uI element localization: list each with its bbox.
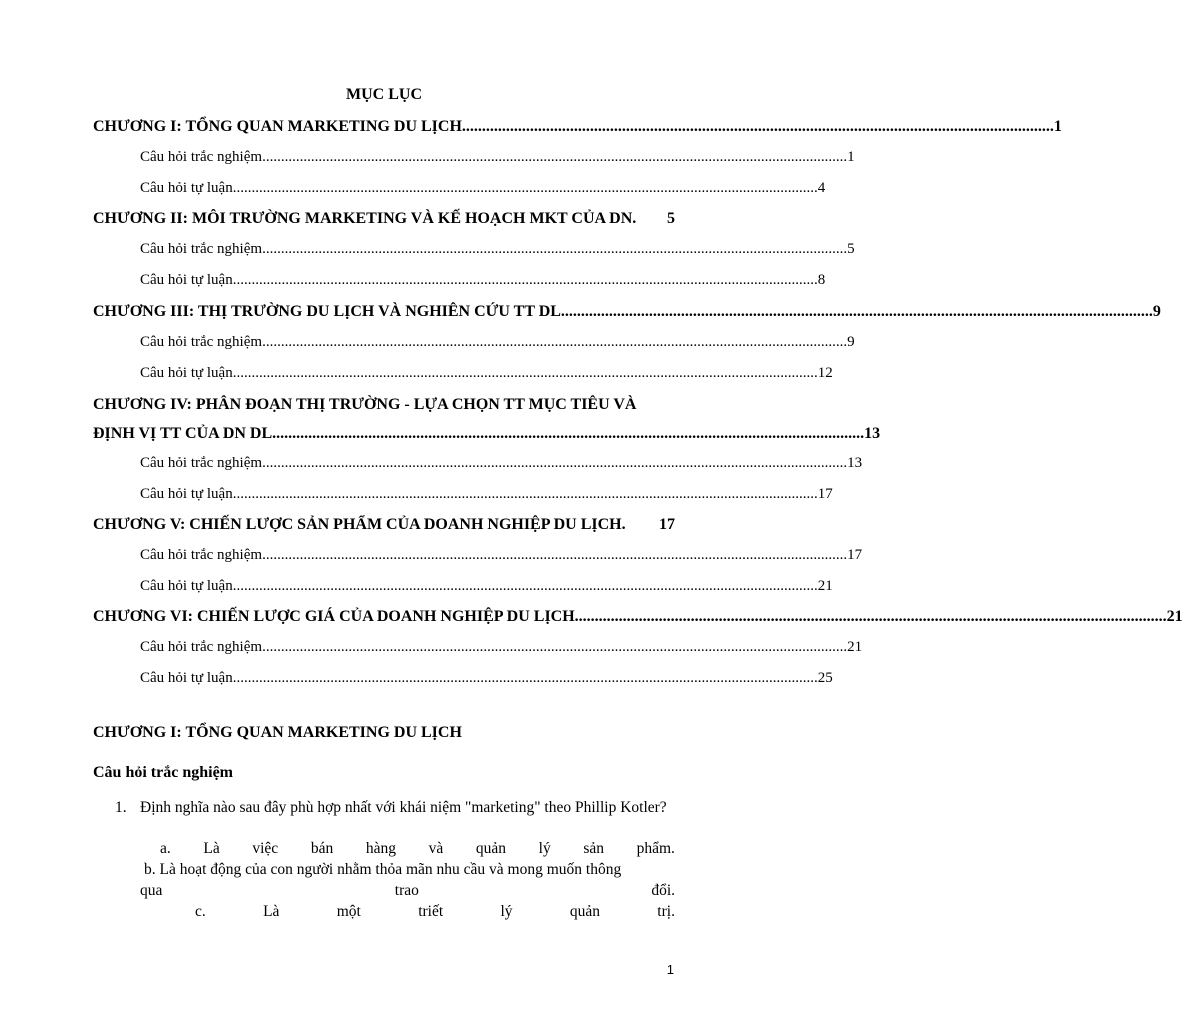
option-b-line1: b. Là hoạt động của con người nhằm thỏa mãn nhu cầu và mong muốn thông bbox=[144, 861, 622, 878]
toc-entry-ch2-essay[interactable] bbox=[140, 272, 826, 294]
toc-entry-page: 1 bbox=[1053, 118, 1062, 135]
toc-entry-label: Câu hỏi trắc nghiệm bbox=[140, 547, 263, 563]
toc-entry-page: 21 bbox=[817, 578, 833, 594]
toc-entry-label: Câu hỏi trắc nghiệm bbox=[140, 455, 263, 471]
toc-entry-page: 12 bbox=[817, 365, 833, 381]
toc-dot-leader: ............................................................................................................................................................ bbox=[262, 334, 848, 350]
toc-entry-page: 5 bbox=[847, 241, 855, 257]
toc-entry-label: CHƯƠNG III: THỊ TRƯỜNG DU LỊCH VÀ NGHIÊN CỨU TT DL bbox=[93, 303, 561, 320]
toc-entry-chapter-2[interactable] bbox=[93, 210, 675, 232]
toc-entry-label: Câu hỏi trắc nghiệm bbox=[140, 149, 263, 165]
toc-dot-leader: .................................................................................................................................................... bbox=[560, 303, 1153, 320]
question-text: Định nghĩa nào sau đây phù hợp nhất với khái niệm "marketing" theo Phillip Kotler? bbox=[140, 799, 667, 816]
toc-entry-chapter-1[interactable] bbox=[93, 118, 1062, 140]
toc-entry-label: CHƯƠNG I: TỔNG QUAN MARKETING DU LỊCH bbox=[93, 118, 462, 135]
toc-entry-page: 9 bbox=[1152, 303, 1161, 320]
option-word: việc bbox=[252, 840, 279, 857]
section-heading: Câu hỏi trắc nghiệm bbox=[93, 764, 233, 781]
toc-entry-chapter-6[interactable] bbox=[93, 608, 1183, 630]
toc-dot-leader: ............................................................................................................................................................ bbox=[262, 639, 848, 655]
page-number: 1 bbox=[666, 962, 674, 977]
toc-entry-label: Câu hỏi tự luận bbox=[140, 578, 233, 594]
option-b-line2 bbox=[140, 882, 675, 900]
toc-entry-label: CHƯƠNG V: CHIẾN LƯỢC SẢN PHẨM CỦA DOANH NGHIỆP DU LỊCH. bbox=[93, 516, 626, 533]
toc-entry-chapter-4-line1[interactable]: CHƯƠNG IV: PHÂN ĐOẠN THỊ TRƯỜNG - LỰA CHỌN TT MỤC TIÊU VÀ bbox=[93, 396, 637, 413]
toc-entry-ch3-multiple-choice[interactable] bbox=[140, 334, 855, 356]
option-word: đổi. bbox=[651, 882, 675, 899]
option-word: qua bbox=[140, 882, 163, 899]
toc-dot-leader: .................................................................................................................................................... bbox=[574, 608, 1167, 625]
toc-dot-leader: .................................................................................................................................................... bbox=[272, 425, 865, 442]
toc-entry-chapter-5[interactable] bbox=[93, 516, 675, 538]
toc-dot-leader: ............................................................................................................................................................ bbox=[232, 180, 818, 196]
option-word: lý bbox=[538, 840, 551, 857]
toc-entry-label: Câu hỏi tự luận bbox=[140, 180, 233, 196]
toc-entry-page: 13 bbox=[864, 425, 881, 442]
option-word: trị. bbox=[657, 903, 675, 920]
toc-entry-page: 13 bbox=[847, 455, 863, 471]
toc-entry-ch5-multiple-choice[interactable] bbox=[140, 547, 863, 569]
toc-dot-leader: ............................................................................................................................................................ bbox=[262, 547, 848, 563]
toc-entry-ch5-essay[interactable] bbox=[140, 578, 833, 600]
toc-entry-ch4-multiple-choice[interactable] bbox=[140, 455, 863, 477]
toc-entry-label: Câu hỏi trắc nghiệm bbox=[140, 334, 263, 350]
option-word: hàng bbox=[365, 840, 396, 857]
toc-entry-page: 25 bbox=[817, 670, 833, 686]
toc-dot-leader: ............................................................................................................................................................ bbox=[262, 149, 848, 165]
option-word: quản bbox=[569, 903, 600, 920]
option-word: và bbox=[428, 840, 444, 857]
toc-dot-leader: ............................................................................................................................................................ bbox=[232, 486, 818, 502]
toc-entry-ch4-essay[interactable] bbox=[140, 486, 833, 508]
toc-entry-page: 5 bbox=[667, 210, 675, 227]
toc-entry-page: 17 bbox=[659, 516, 675, 533]
toc-entry-label: CHƯƠNG VI: CHIẾN LƯỢC GIÁ CỦA DOANH NGHIỆP DU LỊCH bbox=[93, 608, 575, 625]
toc-dot-leader: ............................................................................................................................................................ bbox=[262, 241, 848, 257]
toc-entry-page: 9 bbox=[847, 334, 855, 350]
toc-entry-ch1-essay[interactable] bbox=[140, 180, 826, 202]
toc-entry-chapter-4[interactable] bbox=[93, 425, 881, 447]
toc-entry-page: 4 bbox=[817, 180, 826, 196]
toc-dot-leader: ............................................................................................................................................................ bbox=[232, 365, 818, 381]
toc-entry-ch6-essay[interactable] bbox=[140, 670, 833, 692]
toc-entry-page: 17 bbox=[817, 486, 833, 502]
option-word: bán bbox=[310, 840, 334, 857]
toc-entry-label: Câu hỏi tự luận bbox=[140, 272, 233, 288]
option-word: quản bbox=[475, 840, 507, 857]
chapter-heading: CHƯƠNG I: TỔNG QUAN MARKETING DU LỊCH bbox=[93, 724, 462, 741]
question-1 bbox=[93, 797, 675, 843]
option-word: một bbox=[336, 903, 361, 920]
toc-entry-label: Câu hỏi tự luận bbox=[140, 365, 233, 381]
toc-entry-ch3-essay[interactable] bbox=[140, 365, 833, 387]
toc-entry-ch1-multiple-choice[interactable] bbox=[140, 149, 855, 171]
toc-entry-label: CHƯƠNG II: MÔI TRƯỜNG MARKETING VÀ KẾ HOẠCH MKT CỦA DN. bbox=[93, 210, 637, 227]
toc-dot-leader: ............................................................................................................................................................ bbox=[262, 455, 848, 471]
option-word: sản bbox=[583, 840, 604, 857]
option-word: trao bbox=[394, 882, 419, 899]
toc-entry-chapter-3[interactable] bbox=[93, 303, 1161, 325]
toc-entry-page: 17 bbox=[847, 547, 863, 563]
option-a bbox=[160, 840, 675, 858]
toc-entry-page: 21 bbox=[847, 639, 863, 655]
option-word: Là bbox=[263, 903, 280, 920]
toc-dot-leader: ............................................................................................................................................................ bbox=[232, 670, 818, 686]
toc-dot-leader: ............................................................................................................................................................ bbox=[232, 272, 818, 288]
toc-entry-page: 1 bbox=[847, 149, 855, 165]
toc-entry-label: Câu hỏi trắc nghiệm bbox=[140, 241, 263, 257]
toc-entry-page: 21 bbox=[1166, 608, 1183, 625]
toc-entry-ch2-multiple-choice[interactable] bbox=[140, 241, 855, 263]
option-word: a. bbox=[160, 840, 171, 857]
option-word: c. bbox=[195, 903, 206, 920]
toc-entry-label: ĐỊNH VỊ TT CỦA DN DL bbox=[93, 425, 273, 442]
option-word: Là bbox=[203, 840, 220, 857]
option-word: phẩm. bbox=[636, 840, 675, 857]
toc-entry-page: 8 bbox=[817, 272, 826, 288]
toc-dot-leader: ............................................................................................................................................................ bbox=[232, 578, 818, 594]
toc-dot-leader: .................................................................................................................................................... bbox=[461, 118, 1054, 135]
toc-entry-ch6-multiple-choice[interactable] bbox=[140, 639, 863, 661]
option-c bbox=[195, 903, 675, 921]
toc-entry-label: Câu hỏi tự luận bbox=[140, 486, 233, 502]
question-number: 1. bbox=[115, 799, 127, 816]
toc-title: MỤC LỤC bbox=[346, 86, 422, 103]
option-word: lý bbox=[500, 903, 513, 920]
toc-entry-label: Câu hỏi trắc nghiệm bbox=[140, 639, 263, 655]
toc-entry-label: Câu hỏi tự luận bbox=[140, 670, 233, 686]
option-word: triết bbox=[418, 903, 444, 920]
